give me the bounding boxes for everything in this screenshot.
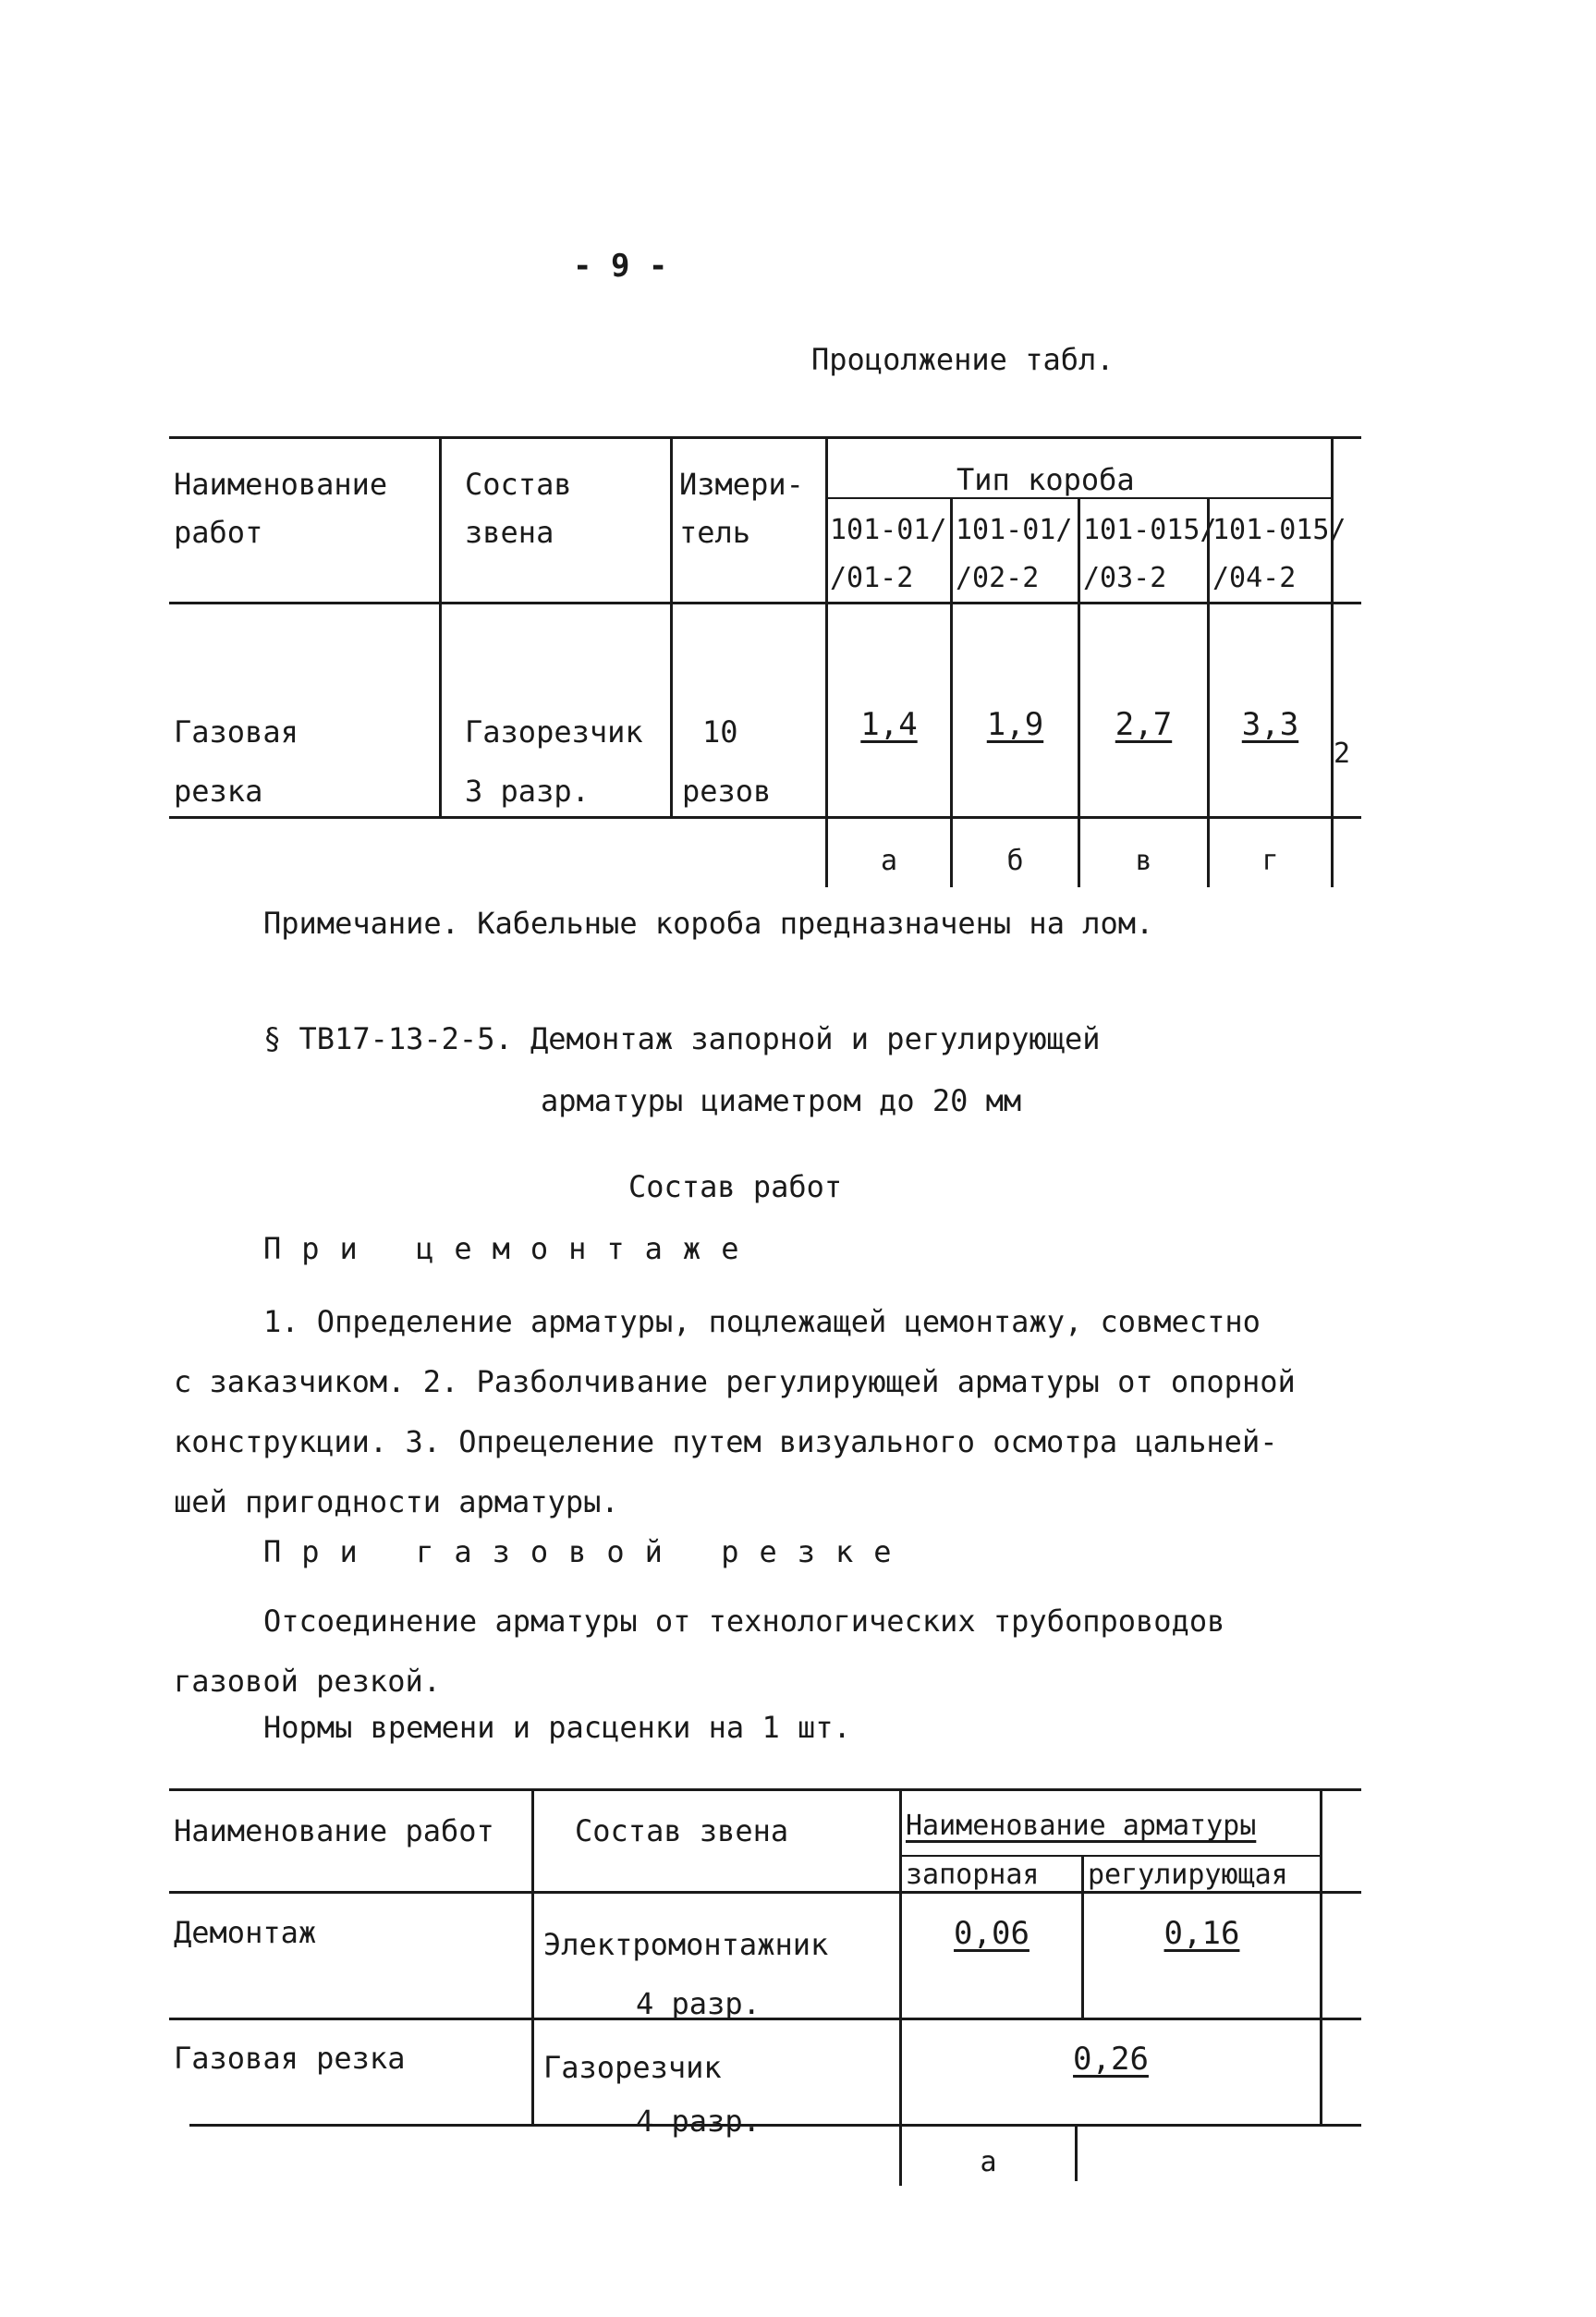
- table-rule: [439, 436, 442, 817]
- column-letter: в: [1135, 845, 1152, 877]
- header-crew: Состав звена: [465, 467, 572, 550]
- norms-line: Нормы времени и расценки на 1 шт.: [263, 1710, 851, 1745]
- table-rule: [189, 2124, 1361, 2127]
- type-header-b: 101-01/ /02-2: [956, 514, 1073, 594]
- type-header-a: 101-01/ /01-2: [830, 514, 947, 594]
- table-rule: [1320, 1788, 1322, 2124]
- table-rule: [950, 497, 953, 887]
- type-header-v: 101-015/ /03-2: [1083, 514, 1217, 594]
- header-work-name: Наименование работ: [174, 1813, 494, 1848]
- value-cell: 1,9: [986, 706, 1044, 743]
- row-work-name: Газовая резка: [174, 2041, 406, 2076]
- gas-cutting-heading: При газовой резке: [263, 1534, 912, 1569]
- column-letter: г: [1261, 845, 1279, 877]
- column-letter: а: [980, 2146, 997, 2178]
- gas-cutting-paragraph: Отсоединение арматуры от технологических трубопроводов газовой резкой.: [174, 1604, 1225, 1699]
- type-header-g: 101-015/ /04-2: [1212, 514, 1346, 594]
- value-cell: 3,3: [1241, 706, 1299, 743]
- table-rule: [169, 1891, 1361, 1894]
- header-work-name: Наименование работ: [174, 467, 388, 550]
- table-rule: [901, 1855, 1322, 1857]
- value-cell: 0,06: [954, 1915, 1029, 1952]
- value-cell: 2,7: [1115, 706, 1173, 743]
- header-crew: Состав звена: [575, 1813, 789, 1848]
- subheader-shutoff: запорная: [906, 1859, 1040, 1891]
- continuation-label: Процолжение табл.: [811, 342, 1115, 377]
- value-cell: 0,16: [1163, 1915, 1240, 1952]
- table-rule: [825, 436, 828, 887]
- row-work-name: Демонтаж: [174, 1915, 317, 1950]
- column-letter: б: [1006, 845, 1024, 877]
- table-rule: [899, 1788, 902, 2186]
- header-fitting-name: Наименование арматуры: [906, 1810, 1257, 1842]
- table-rule: [169, 1788, 1361, 1791]
- page-number: - 9 -: [573, 248, 668, 285]
- table-rule: [531, 1788, 534, 2124]
- note-text: Примечание. Кабельные короба предназначены на лом.: [263, 906, 1154, 941]
- row-number: 2: [1334, 738, 1351, 770]
- header-unit: Измери- тель: [679, 467, 804, 550]
- dismantling-paragraph: 1. Определение арматуры, поцлежащей цемонтажу, совместно с заказчиком. 2. Разболчивание регулирующей арматуры от опорной конструкции. 3. Опрецеление путем визуального осмотра цальней- шей пригодности арматуры.: [174, 1304, 1296, 1519]
- composition-title: Состав работ: [628, 1169, 843, 1204]
- table-rule: [1331, 436, 1334, 887]
- table-rule: [1078, 497, 1080, 887]
- row-work-name: Газовая резка: [174, 714, 298, 809]
- section-title-line2: арматуры циаметром до 20 мм: [541, 1083, 1022, 1118]
- column-letter: а: [880, 845, 898, 877]
- section-title: § ТВ17-13-2-5. Демонтаж запорной и регулирующей: [263, 1021, 1101, 1056]
- table-rule: [1075, 2124, 1078, 2181]
- row-crew: Электромонтажник 4 разр.: [543, 1927, 829, 2021]
- table-rule: [670, 436, 673, 817]
- header-box-type: Тип короба: [956, 462, 1135, 497]
- table-rule: [169, 436, 1361, 439]
- row-crew: Газорезчик 4 разр.: [543, 2050, 761, 2139]
- value-cell: 1,4: [860, 706, 918, 743]
- subheader-regulating: регулирующая: [1088, 1859, 1288, 1891]
- dismantling-heading: При цемонтаже: [263, 1231, 760, 1266]
- row-unit: 10 резов: [682, 714, 772, 809]
- row-crew: Газорезчик 3 разр.: [465, 714, 643, 809]
- value-cell-merged: 0,26: [1073, 2041, 1149, 2078]
